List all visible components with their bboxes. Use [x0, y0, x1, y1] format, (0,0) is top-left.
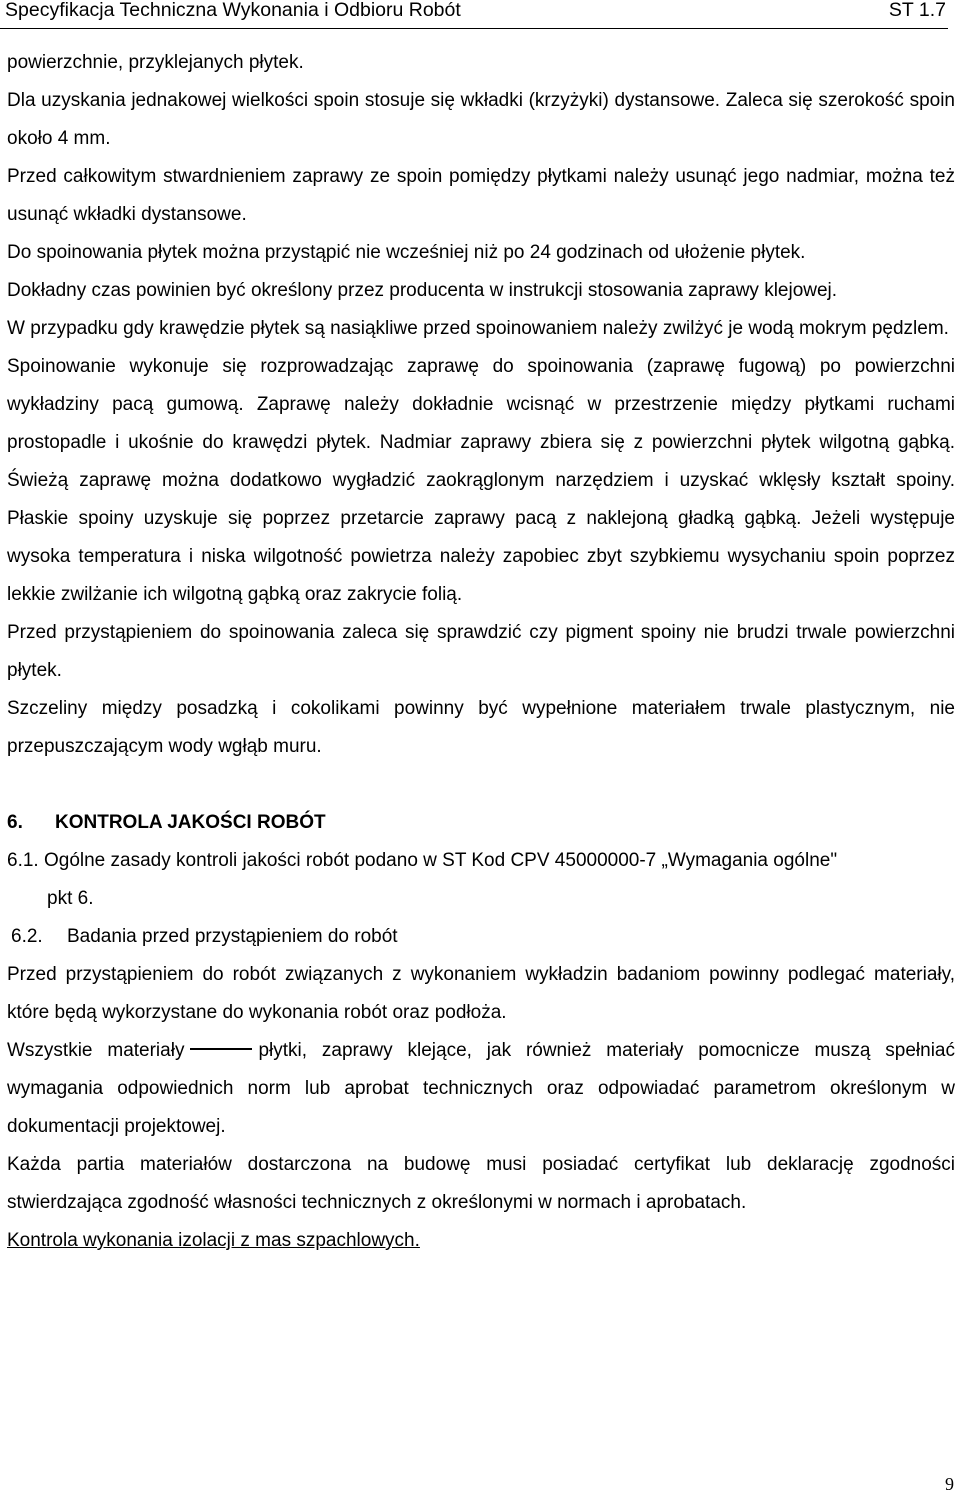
materials-rest: płytki, zaprawy klejące, jak również materiały pomocnicze muszą spełniać wymagania odpowiednich norm lub aprobat technicznych oraz odpowiadać parametrom określonym w dokumentacji projektowej. [7, 1040, 956, 1137]
materials-lead: Wszystkie materiały [7, 1040, 185, 1061]
paragraph: Dokładny czas powinien być określony przez producenta w instrukcji stosowania zaprawy klejowej. [7, 280, 838, 301]
paragraph: Przed przystąpieniem do spoinowania zaleca się sprawdzić czy pigment spoiny nie brudzi trwale powierzchni płytek. [7, 622, 955, 681]
underlined-heading [7, 1222, 955, 1260]
materials-paragraph [7, 1032, 955, 1146]
paragraph: powierzchnie, przyklejanych płytek. [7, 52, 304, 73]
subsection-number: 6.1. [7, 850, 39, 871]
subsection-text: Badania przed przystąpieniem do robót [67, 926, 398, 947]
paragraph: Przed całkowitym stwardnieniem zaprawy ze spoin pomiędzy płytkami należy usunąć jego nadmiar, można też usunąć wkładki dystansowe. [7, 166, 955, 225]
subsection-continuation: pkt 6. [47, 888, 94, 909]
section-title: KONTROLA JAKOŚCI ROBÓT [55, 812, 326, 833]
paragraph: Spoinowanie wykonuje się rozprowadzając zaprawę do spoinowania (zaprawę fugową) po powierzchni wykładziny pacą gumową. Zaprawę należy dokładnie wcisnąć w przestrzenie między płytkami ruchami prostopadle i ukośnie do krawędzi płytek. Nadmiar zaprawy zbiera się z powierzchni płytek wilgotną gąbką. Świeżą zaprawę można dodatkowo wygładzić zaokrąglonym narzędziem i uzyskać wklęsły kształt spoiny. Płaskie spoiny uzyskuje się poprzez przetarcie zaprawy pacą z naklejoną gładką gąbką. Jeżeli występuje wysoka temperatura i niska wilgotność powietrza należy zapobiec zbyt szybkiemu wysychaniu spoin poprzez lekkie zwilżanie ich wilgotną gąbką oraz zakrycie folią. [7, 356, 955, 605]
paragraph: Dla uzyskania jednakowej wielkości spoin stosuje się wkładki (krzyżyki) dystansowe. Zaleca się szerokość spoin około 4 mm. [7, 90, 955, 149]
em-dash-rule [190, 1048, 252, 1050]
section-number: 6. [7, 812, 23, 833]
paragraph: Szczeliny między posadzką i cokolikami powinny być wypełnione materiałem trwale plastycznym, nie przepuszczającym wody wgłąb muru. [7, 698, 955, 757]
paragraph: Każda partia materiałów dostarczona na budowę musi posiadać certyfikat lub deklarację zgodności stwierdzająca zgodność własności technicznych z określonymi w normach i aprobatach. [7, 1154, 955, 1213]
paragraph: Do spoinowania płytek można przystąpić nie wcześniej niż po 24 godzinach od ułożenie płytek. [7, 242, 806, 263]
page-header [0, 0, 948, 29]
subsection-text: Ogólne zasady kontroli jakości robót podano w ST Kod CPV 45000000-7 „Wymagania ogólne" [43, 850, 838, 871]
paragraph: Przed przystąpieniem do robót związanych z wykonaniem wykładzin badaniom powinny podlegać materiały, które będą wykorzystane do wykonania robót oraz podłoża. [7, 964, 955, 1023]
header-code: ST 1.7 [888, 0, 946, 21]
underlined-text: Kontrola wykonania izolacji z mas szpachlowych. [7, 1230, 420, 1251]
section-heading [7, 766, 955, 842]
paragraph: W przypadku gdy krawędzie płytek są nasiąkliwe przed spoinowaniem należy zwilżyć je wodą mokrym pędzlem. [7, 318, 949, 339]
subsection-number: 6.2. [11, 926, 43, 947]
header-title: Specyfikacja Techniczna Wykonania i Odbioru Robót [5, 0, 461, 21]
subsection-6-1 [7, 842, 955, 880]
page-number: 9 [945, 1474, 954, 1494]
subsection-6-2 [7, 918, 955, 956]
document-body [7, 44, 955, 1260]
